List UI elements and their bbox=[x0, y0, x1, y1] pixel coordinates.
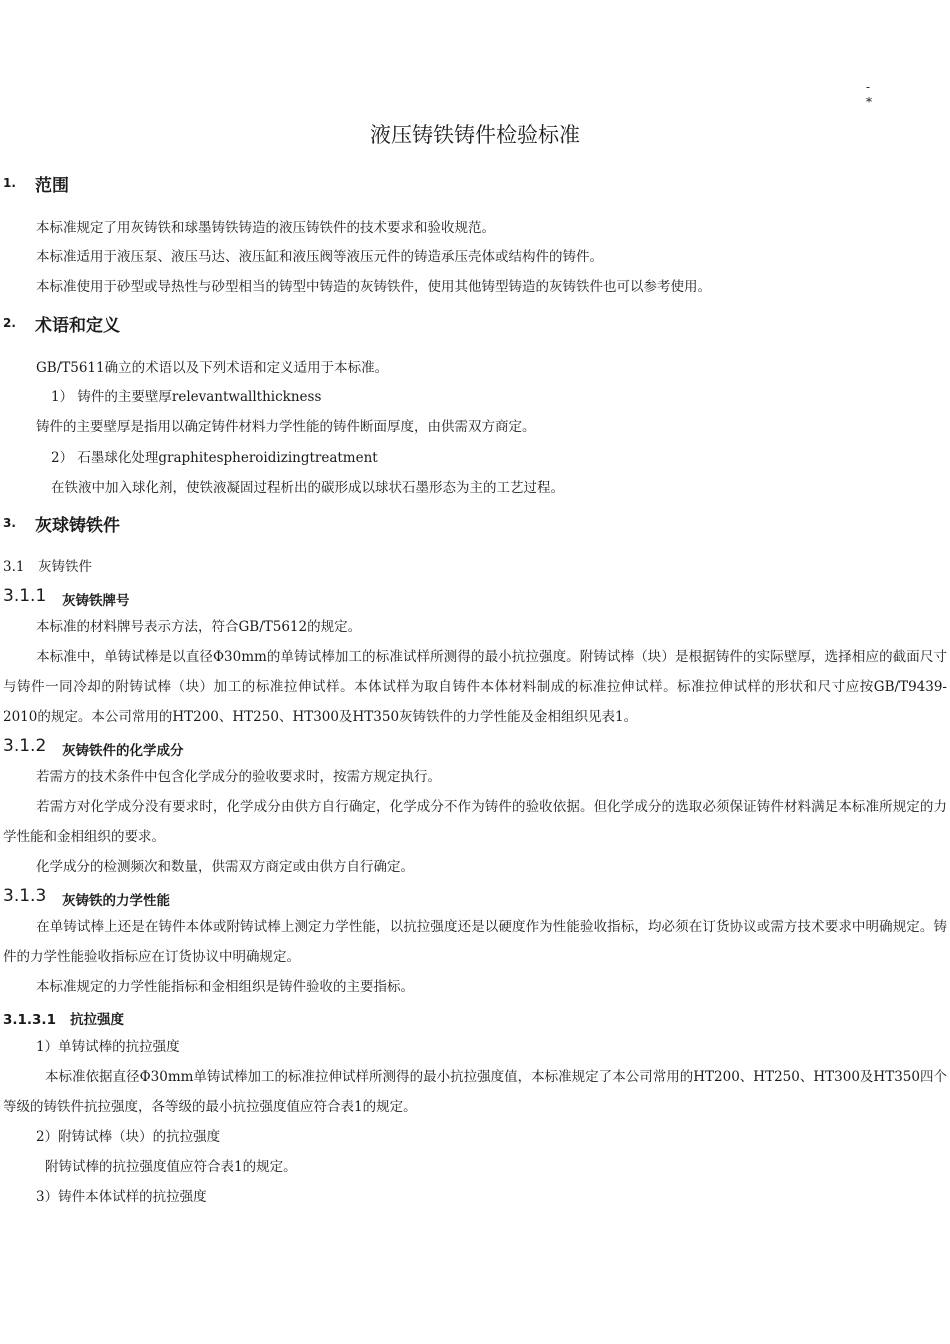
section-2-number: 2. bbox=[3, 316, 16, 330]
heading-3-1-3-number: 3.1.3 bbox=[3, 886, 47, 906]
item-1: 1）单铸试棒的抗拉强度 bbox=[36, 1039, 180, 1055]
item-2-text: 附铸试棒的抗拉强度值应符合表1的规定。 bbox=[45, 1159, 297, 1175]
paragraph-3-1-2-b-text: 若需方对化学成分没有要求时，化学成分由供方自行确定，化学成分不作为铸件的验收依据。但化学成分的选取必须保证铸件材料满足本标准所规定的力学性能和金相组织的要求。 bbox=[3, 799, 947, 845]
paragraph-3-1-1-a: 本标准的材料牌号表示方法，符合GB/T5612的规定。 bbox=[36, 619, 362, 635]
heading-3-1-3-1-text: 抗拉强度 bbox=[69, 1012, 124, 1028]
heading-3-1-2: 灰铸铁件的化学成分 bbox=[62, 743, 184, 759]
paragraph-3-1-3-a-text: 在单铸试棒上还是在铸件本体或附铸试棒上测定力学性能，以抗拉强度还是以硬度作为性能验收指标，均必须在订货协议或需方技术要求中明确规定。铸件的力学性能验收指标应在订货协议中明确规定。 bbox=[3, 919, 947, 965]
paragraph-3-1-3-a bbox=[3, 912, 947, 972]
heading-3-1-1-number: 3.1.1 bbox=[3, 586, 47, 606]
corner-mark-star: * bbox=[866, 95, 872, 109]
term-1-definition: 铸件的主要壁厚是指用以确定铸件材料力学性能的铸件断面厚度，由供需双方商定。 bbox=[36, 419, 536, 435]
term-2: 2） 石墨球化处理graphitespheroidizingtreatment bbox=[51, 450, 378, 466]
paragraph-3-1-1-b bbox=[3, 642, 947, 732]
subsection-3-1: 3.1 灰铸铁件 bbox=[3, 559, 92, 575]
term-1: 1） 铸件的主要壁厚relevantwallthickness bbox=[51, 389, 322, 405]
section-1-number: 1. bbox=[3, 176, 16, 190]
corner-mark-dash: - bbox=[866, 80, 871, 94]
paragraph-3-1-2-a: 若需方的技术条件中包含化学成分的验收要求时，按需方规定执行。 bbox=[36, 769, 441, 785]
section-1-paragraph-1: 本标准规定了用灰铸铁和球墨铸铁铸造的液压铸铁件的技术要求和验收规范。 bbox=[36, 220, 495, 236]
term-2-definition: 在铁液中加入球化剂，使铁液凝固过程析出的碳形成以球状石墨形态为主的工艺过程。 bbox=[51, 480, 564, 496]
paragraph-3-1-2-b bbox=[3, 792, 947, 852]
section-1-paragraph-2: 本标准适用于液压泵、液压马达、液压缸和液压阀等液压元件的铸造承压壳体或结构件的铸件。 bbox=[36, 249, 603, 265]
item-3: 3）铸件本体试样的抗拉强度 bbox=[36, 1189, 207, 1205]
section-1-paragraph-3: 本标准使用于砂型或导热性与砂型相当的铸型中铸造的灰铸铁件，使用其他铸型铸造的灰铸铁件也可以参考使用。 bbox=[36, 279, 711, 295]
heading-3-1-1: 灰铸铁牌号 bbox=[62, 593, 130, 609]
paragraph-3-1-3-b: 本标准规定的力学性能指标和金相组织是铸件验收的主要指标。 bbox=[36, 979, 414, 995]
paragraph-3-1-2-c: 化学成分的检测频次和数量，供需双方商定或由供方自行确定。 bbox=[36, 859, 414, 875]
heading-3-1-3: 灰铸铁的力学性能 bbox=[62, 893, 170, 909]
section-1-heading: 范围 bbox=[35, 176, 69, 196]
item-2: 2）附铸试棒（块）的抗拉强度 bbox=[36, 1129, 221, 1145]
section-2-heading: 术语和定义 bbox=[35, 316, 120, 336]
item-1-text-body: 本标准依据直径Φ30mm单铸试棒加工的标准拉伸试样所测得的最小抗拉强度值，本标准规定了本公司常用的HT200、HT250、HT300及HT350四个等级的铸铁件抗拉强度，各等级的最小抗拉强度值应符合表1的规定。 bbox=[3, 1069, 947, 1115]
item-1-text bbox=[3, 1062, 947, 1122]
heading-3-1-3-1-number: 3.1.3.1 bbox=[3, 1012, 56, 1028]
heading-3-1-2-number: 3.1.2 bbox=[3, 736, 47, 756]
section-2-paragraph: GB/T5611确立的术语以及下列术语和定义适用于本标准。 bbox=[36, 360, 389, 376]
heading-3-1-3-1 bbox=[3, 1008, 124, 1028]
document-title: 液压铸铁铸件检验标准 bbox=[370, 123, 580, 147]
section-3-number: 3. bbox=[3, 516, 16, 530]
paragraph-3-1-1-b-text: 本标准中，单铸试棒是以直径Φ30mm的单铸试棒加工的标准试样所测得的最小抗拉强度。附铸试棒（块）是根据铸件的实际壁厚，选择相应的截面尺寸与铸件一同冷却的附铸试棒（块）加工的标准拉伸试样。本体试样为取自铸件本体材料制成的标准拉伸试样。标准拉伸试样的形状和尺寸应按GB/T9439-2010的规定。本公司常用的HT200、HT250、HT300及HT350灰铸铁件的力学性能及金相组织见表1。 bbox=[3, 649, 947, 725]
section-3-heading: 灰球铸铁件 bbox=[35, 516, 120, 536]
